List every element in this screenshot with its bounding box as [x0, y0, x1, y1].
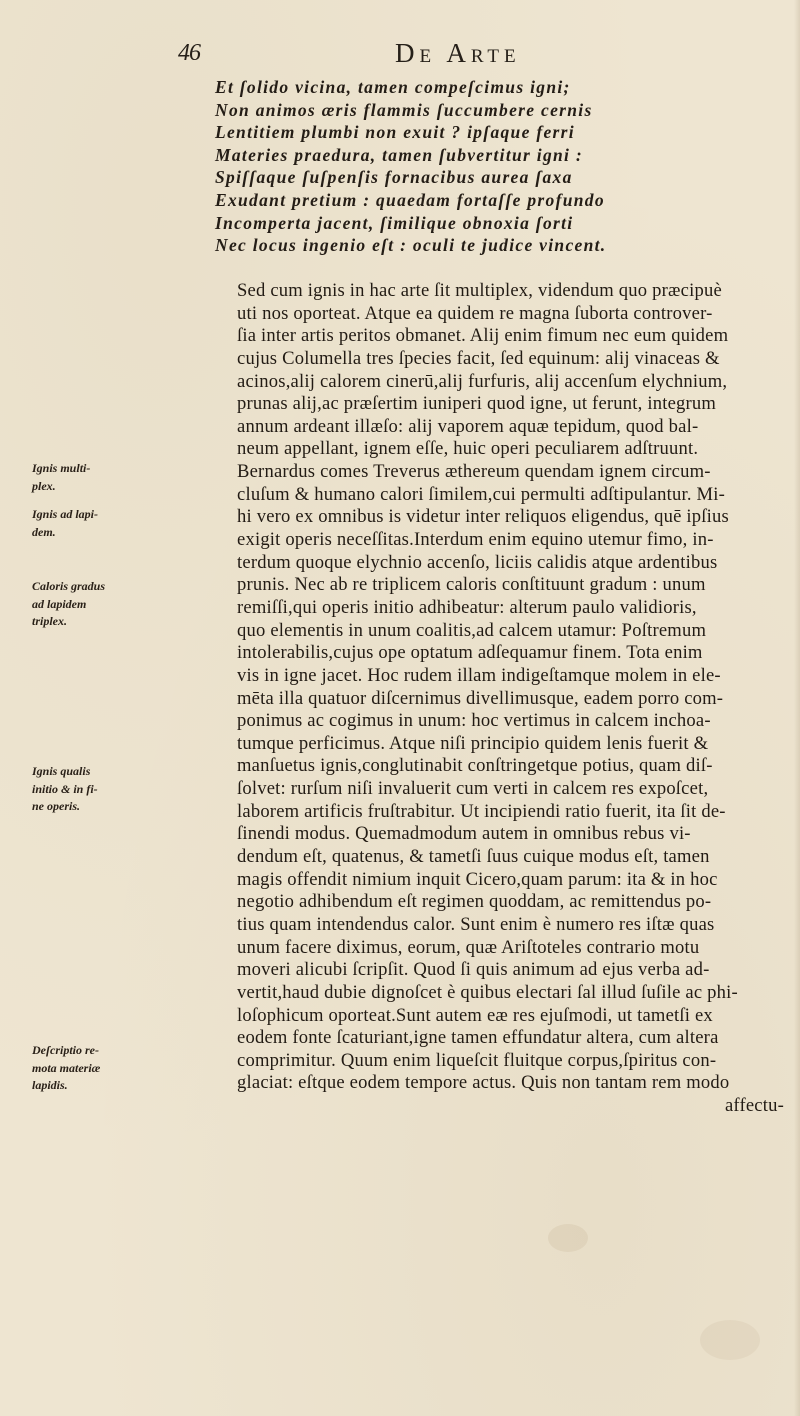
margin-note-line: lapidis. [32, 1078, 68, 1092]
prose-line: ſinendi modus. Quemadmodum autem in omnibus rebus vi- [237, 823, 691, 845]
prose-line: uti nos oporteat. Atque ea quidem re magna ſuborta controver- [237, 302, 713, 324]
margin-note-line: Caloris gradus [32, 579, 106, 593]
margin-note [32, 763, 160, 816]
prose-line: neum appellant, ignem eſſe, huic operi peculiarem adſtruunt. [237, 438, 699, 460]
page-header [170, 34, 620, 70]
verse-line: Exudant pretium : quaedam fortaſſe profundo [215, 189, 605, 210]
verse-line: Incomperta jacent, ſimilique obnoxia ſorti [215, 212, 574, 233]
verse-line: Et ſolido vicina, tamen compeſcimus igni; [215, 77, 571, 97]
prose-line: exigit operis neceſſitas.Interdum enim equino utemur fimo, in- [237, 529, 714, 551]
prose-line: magis offendit nimium inquit Cicero,quam parum: ita & in hoc [237, 868, 718, 890]
prose-line: tius quam intendendus calor. Sunt enim è numero res iſtæ quas [237, 913, 715, 935]
verse-line: Nec locus ingenio eſt : oculi te judice vincent. [215, 235, 607, 256]
prose-line: cluſum & humano calori ſimilem,cui permulti adſtipulantur. Mi- [237, 483, 726, 505]
margin-note-line: ne operis. [32, 799, 80, 813]
verse-line: Lentitiem plumbi non exuit ? ipſaque ferri [215, 122, 575, 143]
prose-line: vertit,haud dubie dignoſcet è quibus electari ſal illud ſuſile ac phi- [237, 981, 738, 1003]
margin-note-line: mota materiæ [32, 1060, 101, 1075]
prose-line: hi vero ex omnibus is videtur inter reliquos eligendus, quē ipſius [237, 506, 729, 528]
prose-line: manſuetus ignis,conglutinabit conſtringetque potius, quam diſ- [237, 755, 713, 777]
prose-line: ponimus ac cogimus in unum: hoc vertimus in calcem inchoa- [237, 710, 711, 732]
margin-note-line: initio & in fi- [32, 781, 98, 796]
prose-line: vis in igne jacet. Hoc rudem illam indigeſtamque molem in ele- [237, 664, 721, 686]
verse-block [215, 76, 685, 257]
prose-line: negotio adhibendum eſt regimen quoddam, ac remittendus po- [237, 891, 712, 913]
prose-line: laborem artificis fruſtrabitur. Ut incipiendi ratio fuerit, ita ſit de- [237, 800, 726, 822]
margin-note [32, 506, 160, 541]
prose-line: prunas alij,ac præſertim iuniperi quod igne, ut ferunt, integrum [237, 393, 717, 415]
prose-line: ſia inter artis peritos obmanet. Alij enim fimum nec eum quidem [237, 325, 729, 347]
paper-stain [548, 1224, 588, 1252]
margin-note [32, 578, 160, 631]
margin-note [32, 1042, 160, 1095]
margin-note-line: triplex. [32, 614, 67, 628]
verse-line: Spiſſaque ſuſpenſis fornacibus aurea ſaxa [215, 167, 573, 188]
page-number: 46 [178, 40, 200, 66]
prose-line: glaciat: eſtque eodem tempore actus. Quis non tantam rem modo [237, 1072, 730, 1094]
prose-line: unum facere diximus, eorum, quæ Ariſtoteles contrario motu [237, 936, 700, 958]
prose-block [237, 280, 792, 1118]
prose-line: loſophicum oporteat.Sunt autem eæ res ejuſmodi, ut tametſi ex [237, 1004, 713, 1026]
prose-line: quo elementis in unum coalitis,ad calcem utamur: Poſtremum [237, 619, 707, 641]
verse-line: Non animos æris flammis ſuccumbere cernis [215, 99, 593, 120]
catchword: affectu- [724, 1095, 784, 1117]
prose-line: eodem fonte ſcaturiant,igne tamen effundatur altera, cum altera [237, 1027, 719, 1049]
margin-note-line: Ignis multi- [32, 461, 91, 475]
prose-line: cujus Columella tres ſpecies facit, ſed equinum: alij vinaceas & [237, 347, 720, 369]
page-edge-shadow [794, 0, 800, 1416]
margin-note-line: ad lapidem [32, 596, 87, 611]
margin-note-line: Ignis ad lapi- [32, 507, 99, 521]
prose-line: prunis. Nec ab re triplicem caloris conſtituunt gradum : unum [237, 574, 706, 596]
margin-note [32, 460, 160, 495]
prose-line: Bernardus comes Treverus æthereum quendam ignem circum- [237, 461, 711, 483]
margin-note-line: Deſcriptio re- [32, 1043, 99, 1057]
verse-line: Materies praedura, tamen ſubvertitur igni : [215, 144, 584, 165]
prose-line: acinos,alij calorem cinerū,alij furfuris, alij accenſum elychnium, [237, 370, 728, 392]
prose-line: Sed cum ignis in hac arte ſit multiplex, videndum quo præcipuè [237, 280, 722, 301]
paper-stain [700, 1320, 760, 1360]
prose-line: comprimitur. Quum enim liqueſcit fluitque corpus,ſpiritus con- [237, 1049, 717, 1071]
prose-line: annum ardeant illæſo: alij vaporem aquæ tepidum, quod bal- [237, 415, 699, 437]
prose-line: ſolvet: rurſum niſi invaluerit cum verti in calcem res expoſcet, [237, 778, 709, 800]
prose-line: terdum quoque elychnio accenſo, liciis calidis atque ardentibus [237, 551, 718, 573]
margin-note-line: dem. [32, 524, 56, 539]
prose-line: intolerabilis,cujus ope optatum adſequamur finem. Tota enim [237, 642, 703, 664]
prose-line: mēta illa quatuor diſcernimus divellimusque, eadem porro com- [237, 687, 724, 709]
prose-line: dendum eſt, quatenus, & tametſi ſuus cuique modus eſt, tamen [237, 846, 710, 868]
prose-line: remiſſi,qui operis initio adhibeatur: alterum paulo validioris, [237, 596, 697, 618]
prose-line: tumque perficimus. Atque niſi principio quidem lenis fuerit & [237, 732, 709, 754]
prose-line: moveri alicubi ſcripſit. Quod ſi quis animum ad ejus verba ad- [237, 959, 710, 981]
margin-note-line: Ignis qualis [32, 764, 91, 778]
margin-note-line: plex. [32, 478, 56, 493]
running-head: De Arte [395, 38, 521, 68]
